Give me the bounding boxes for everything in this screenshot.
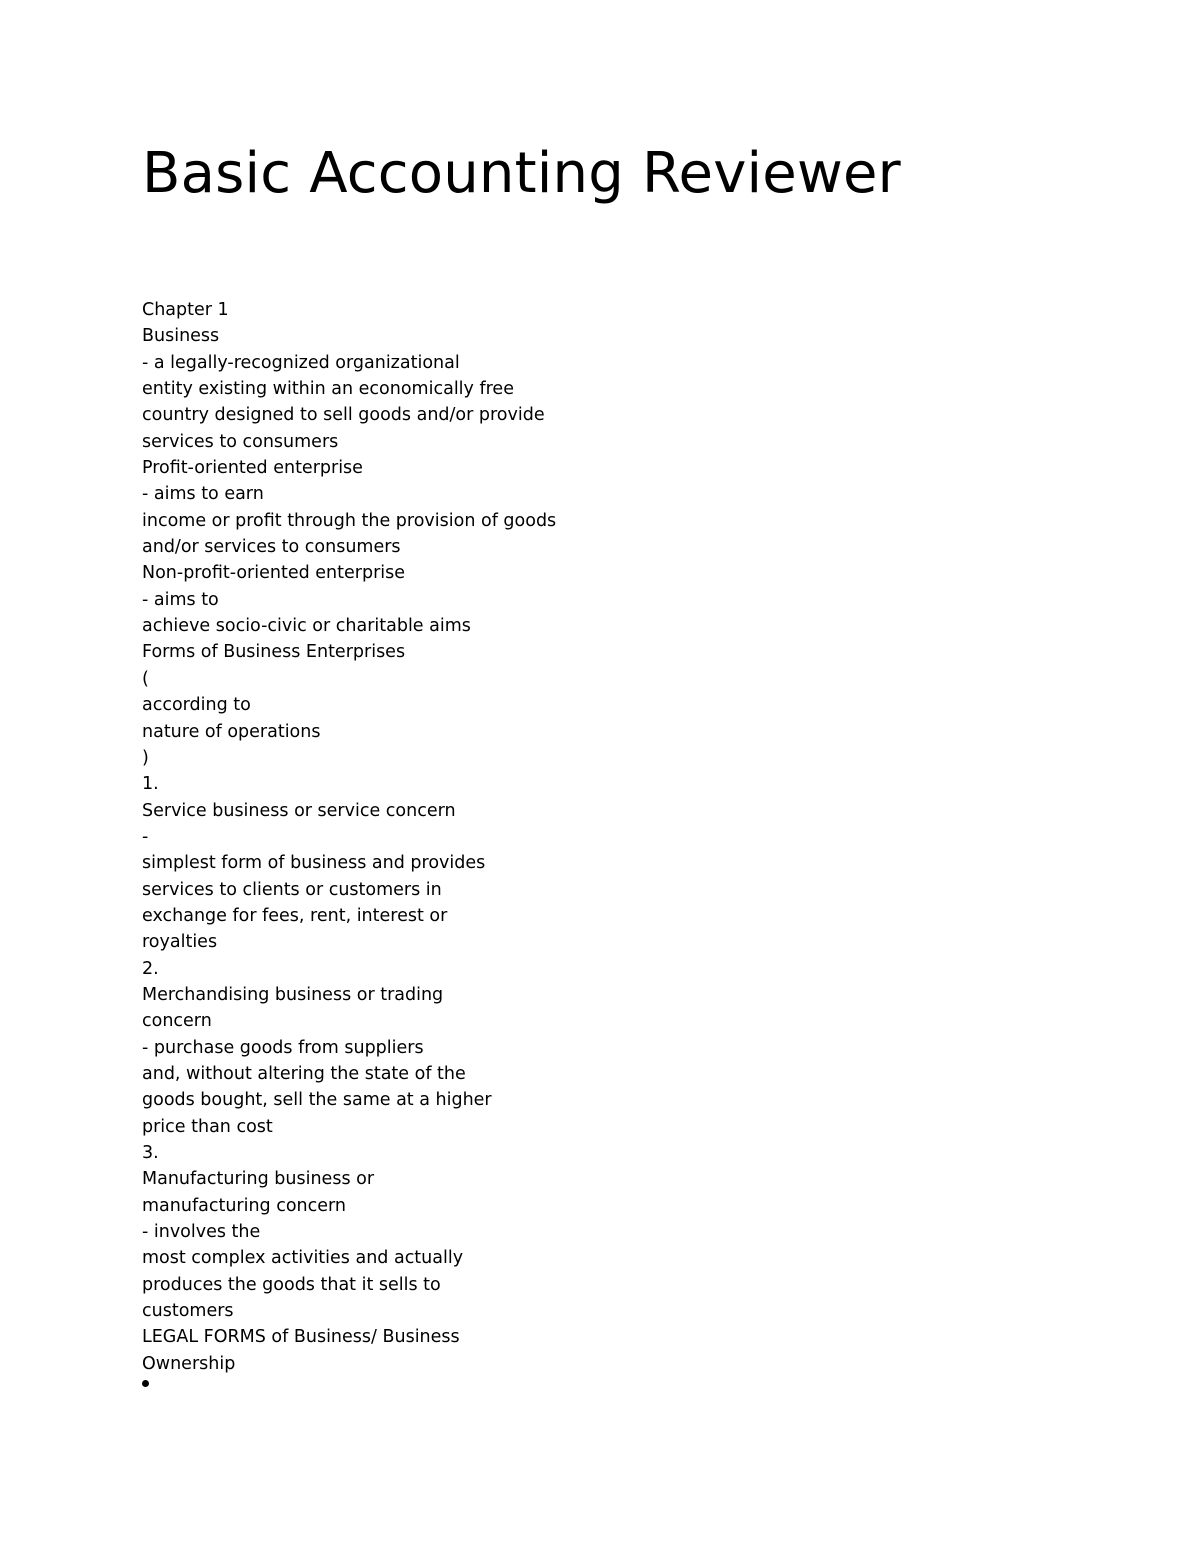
- text-line: LEGAL FORMS of Business/ Business: [142, 1327, 460, 1348]
- text-line: entity existing within an economically free: [142, 379, 514, 400]
- text-line: - a legally-recognized organizational: [142, 352, 460, 373]
- text-line: - aims to earn: [142, 484, 264, 505]
- text-line: Forms of Business Enterprises: [142, 642, 406, 663]
- text-line: Non-profit-oriented enterprise: [142, 563, 406, 584]
- text-line: Merchandising business or trading: [142, 984, 444, 1005]
- document-title: Basic Accounting Reviewer: [142, 141, 901, 206]
- text-line: Profit-oriented enterprise: [142, 458, 363, 479]
- text-line: services to clients or customers in: [142, 879, 442, 900]
- text-line: and/or services to consumers: [142, 537, 401, 558]
- text-line: income or profit through the provision of goods: [142, 510, 557, 531]
- text-line: exchange for fees, rent, interest or: [142, 905, 448, 926]
- text-line: produces the goods that it sells to: [142, 1274, 441, 1295]
- text-line: Chapter 1: [142, 300, 229, 320]
- text-line: (: [142, 668, 149, 689]
- text-line: achieve socio-civic or charitable aims: [142, 616, 471, 637]
- text-line: most complex activities and actually: [142, 1248, 464, 1269]
- text-line: -: [142, 826, 149, 847]
- text-line: price than cost: [142, 1116, 273, 1137]
- text-line: Manufacturing business or: [142, 1169, 375, 1190]
- text-line: and, without altering the state of the: [142, 1063, 466, 1084]
- bullet-icon: [142, 1380, 149, 1387]
- document-body: [142, 297, 556, 1377]
- text-line: - purchase goods from suppliers: [142, 1037, 424, 1058]
- text-line: customers: [142, 1301, 234, 1322]
- text-line: services to consumers: [142, 431, 339, 452]
- text-line: Ownership: [142, 1353, 236, 1374]
- text-line: simplest form of business and provides: [142, 853, 486, 874]
- text-line: Service business or service concern: [142, 800, 456, 821]
- text-line: 2.: [142, 958, 159, 979]
- text-line: goods bought, sell the same at a higher: [142, 1090, 492, 1111]
- text-line: ): [142, 747, 149, 768]
- text-line: manufacturing concern: [142, 1195, 347, 1216]
- text-line: - aims to: [142, 589, 219, 610]
- text-line: - involves the: [142, 1222, 261, 1243]
- text-line: 1.: [142, 774, 159, 795]
- text-line: concern: [142, 1011, 212, 1032]
- text-line: country designed to sell goods and/or provide: [142, 405, 545, 426]
- text-line: Business: [142, 326, 220, 347]
- text-line: according to: [142, 695, 251, 716]
- text-line: royalties: [142, 932, 218, 953]
- text-line: nature of operations: [142, 721, 321, 742]
- text-line: 3.: [142, 1143, 159, 1163]
